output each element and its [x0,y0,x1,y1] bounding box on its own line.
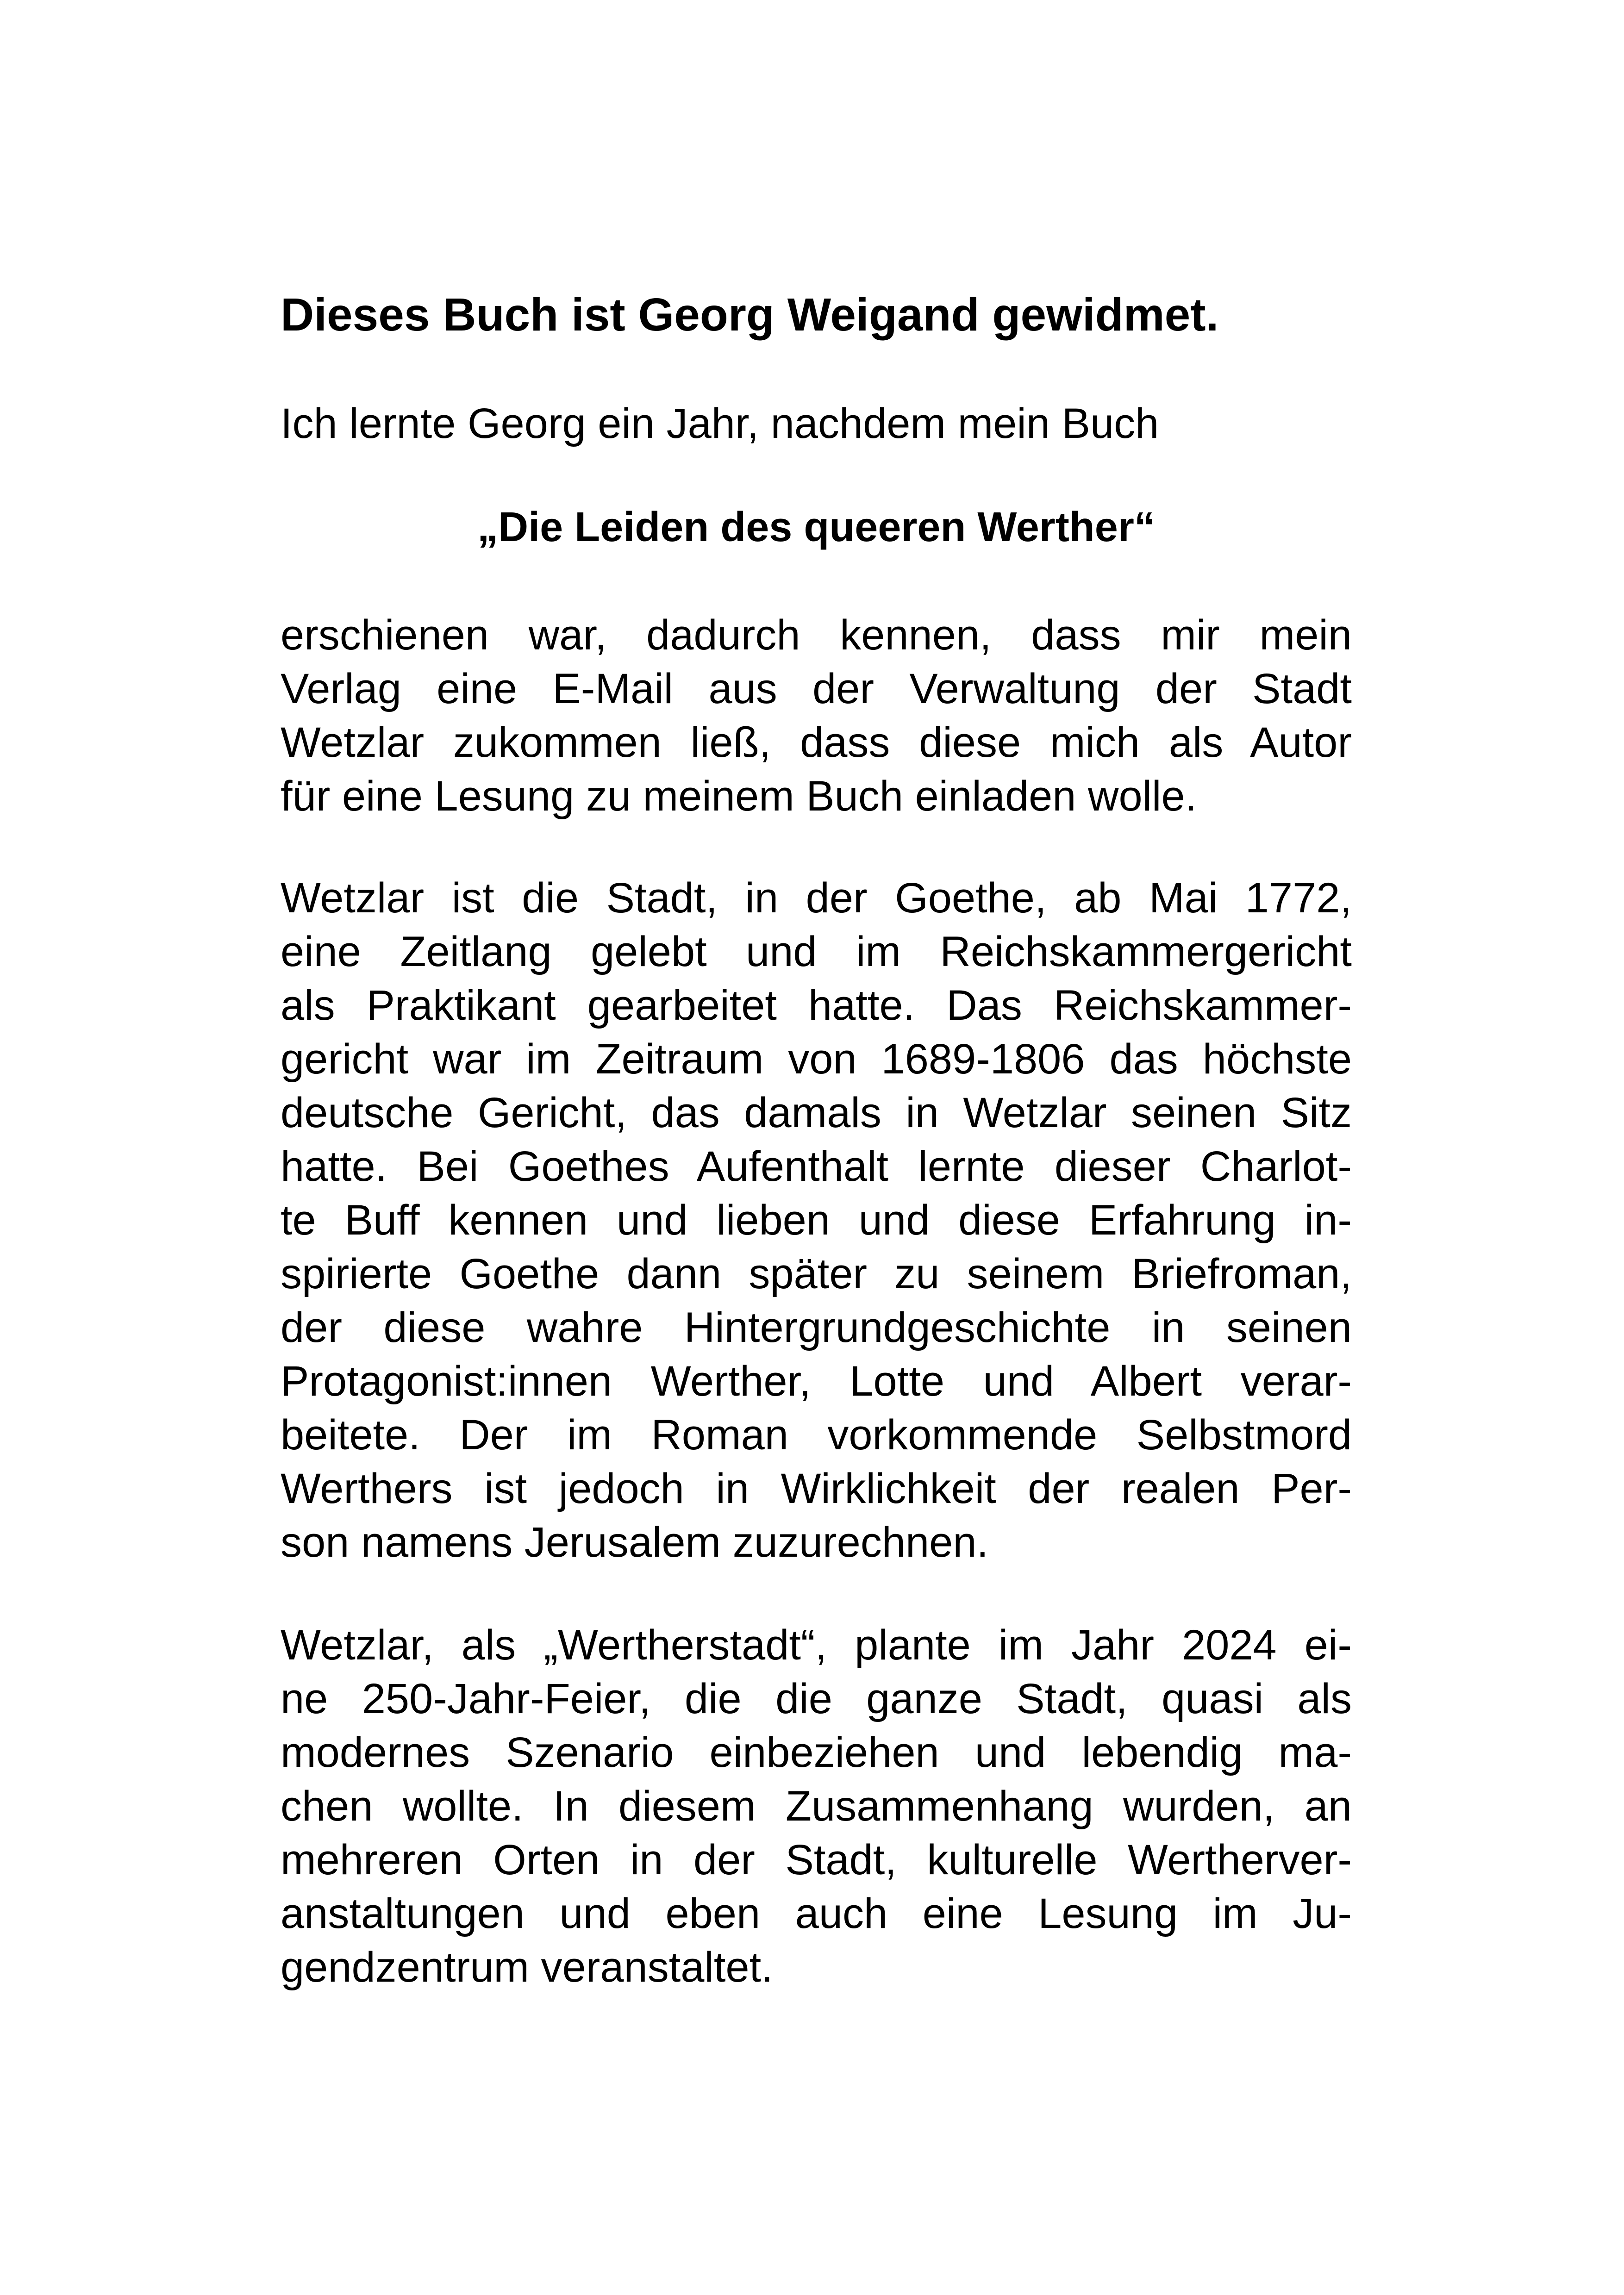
text-line: für eine Lesung zu meinem Buch einladen wolle. [281,773,1197,820]
text-line: modernes Szenario einbeziehen und lebendig ma- [281,1729,1352,1776]
text-line: Wetzlar zukommen ließ, dass diese mich als Autor [281,719,1352,766]
text-line: beitete. Der im Roman vorkommende Selbstmord [281,1411,1352,1459]
paragraph-2 [281,871,1352,1569]
text-line: als Praktikant gearbeitet hatte. Das Reichskammer- [281,982,1352,1029]
text-line: Protagonist:innen Werther, Lotte und Albert verar- [281,1358,1352,1405]
paragraph-3 [281,1618,1352,1994]
text-line: te Buff kennen und lieben und diese Erfahrung in- [281,1197,1352,1244]
text-line: chen wollte. In diesem Zusammenhang wurden, an [281,1783,1352,1830]
text-line: spirierte Goethe dann später zu seinem Briefroman, [281,1250,1352,1297]
text-line: Wetzlar ist die Stadt, in der Goethe, ab Mai 1772, [281,874,1352,922]
text-line: gericht war im Zeitraum von 1689-1806 das höchste [281,1035,1352,1083]
text-line: mehreren Orten in der Stadt, kulturelle Wertherver- [281,1836,1352,1883]
dedication-heading: Dieses Buch ist Georg Weigand gewidmet. [281,289,1219,341]
text-line: hatte. Bei Goethes Aufenthalt lernte dieser Charlot- [281,1143,1352,1190]
text-line: ne 250-Jahr-Feier, die die ganze Stadt, quasi als [281,1675,1352,1722]
paragraph-1 [281,608,1352,823]
text-line: Werthers ist jedoch in Wirklichkeit der realen Per- [281,1465,1352,1512]
text-line: erschienen war, dadurch kennen, dass mir mein [281,611,1352,659]
text-line: deutsche Gericht, das damals in Wetzlar seinen Sitz [281,1089,1352,1136]
text-line: Verlag eine E-Mail aus der Verwaltung der Stadt [281,665,1352,712]
intro-line: Ich lernte Georg ein Jahr, nachdem mein Buch [281,400,1159,447]
book-title: „Die Leiden des queeren Werther“ [477,504,1155,550]
text-line: eine Zeitlang gelebt und im Reichskammergericht [281,928,1352,975]
text-line: son namens Jerusalem zuzurechnen. [281,1519,989,1566]
text-line: der diese wahre Hintergrundgeschichte in seinen [281,1304,1352,1351]
text-line: Wetzlar, als „Wertherstadt“, plante im Jahr 2024 ei- [281,1621,1352,1669]
text-line: anstaltungen und eben auch eine Lesung im Ju- [281,1890,1352,1937]
text-line: gendzentrum veranstaltet. [281,1944,773,1991]
